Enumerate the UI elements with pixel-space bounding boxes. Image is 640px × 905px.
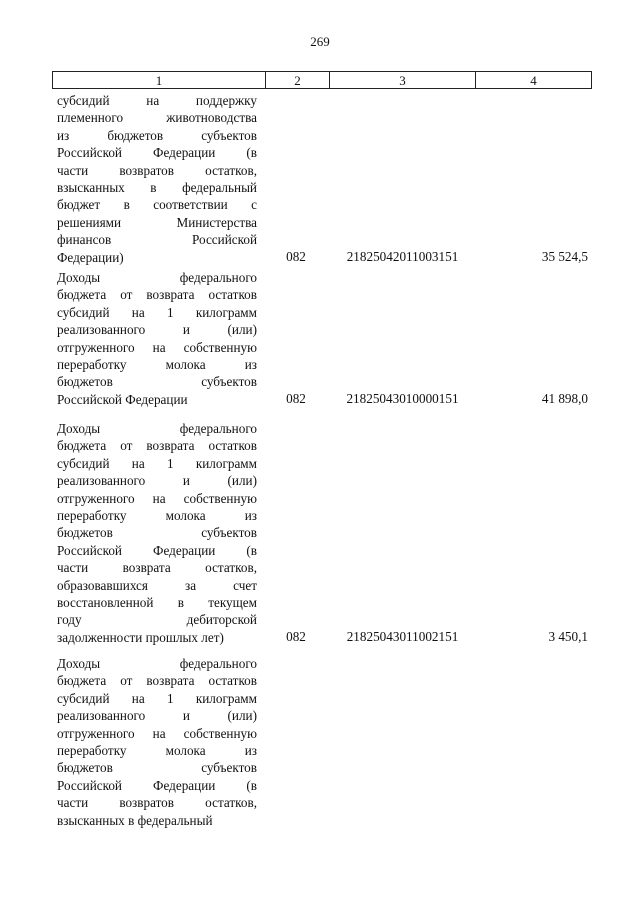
description-line: году дебиторской xyxy=(57,612,257,628)
description-line: бюджет в соответствии с xyxy=(57,197,257,213)
header-col-1: 1 xyxy=(53,72,266,89)
description-line: субсидий на 1 килограмм xyxy=(57,690,257,706)
description-line: реализованного и (или) xyxy=(57,322,257,338)
description-line: задолженности прошлых лет) xyxy=(57,629,224,645)
amount: 3 450,1 xyxy=(548,628,588,644)
description-line: реализованного и (или) xyxy=(57,708,257,724)
description-line: отгруженного на собственную xyxy=(57,339,257,355)
description-line: взысканных в федеральный xyxy=(57,812,213,828)
description-line: Доходы федерального xyxy=(57,421,257,436)
amount: 41 898,0 xyxy=(541,390,588,406)
description-line: переработку молока из xyxy=(57,357,257,373)
description-line: переработку молока из xyxy=(57,508,257,524)
description-line: из бюджетов субъектов xyxy=(57,127,257,143)
description-line: бюджета от возврата остатков xyxy=(57,438,257,454)
row-description xyxy=(57,269,257,408)
description-line: Российской Федерации xyxy=(57,391,188,407)
description-line: части возврата остатков, xyxy=(57,560,257,576)
row-description xyxy=(57,92,257,266)
description-line: бюджетов субъектов xyxy=(57,525,257,541)
description-line: субсидий на 1 килограмм xyxy=(57,455,257,471)
description-line: Федерации) xyxy=(57,249,124,265)
admin-code: 082 xyxy=(286,390,306,406)
header-col-4: 4 xyxy=(476,72,592,89)
description-line: Российской Федерации (в xyxy=(57,542,257,558)
header-col-3: 3 xyxy=(330,72,476,89)
description-line: образовавшихся за счет xyxy=(57,577,257,593)
admin-code: 082 xyxy=(286,248,306,264)
description-line: части возвратов остатков, xyxy=(57,162,257,178)
description-line: Российской Федерации (в xyxy=(57,777,257,793)
row-description xyxy=(57,420,257,646)
description-line: части возвратов остатков, xyxy=(57,795,257,811)
description-line: восстановленной в текущем xyxy=(57,595,257,611)
description-line: взысканных в федеральный xyxy=(57,180,257,196)
description-line: бюджета от возврата остатков xyxy=(57,673,257,689)
description-line: племенного животноводства xyxy=(57,110,257,126)
admin-code: 082 xyxy=(286,628,306,644)
description-line: бюджета от возврата остатков xyxy=(57,287,257,303)
budget-code: 21825043011002151 xyxy=(346,628,459,644)
description-line: субсидий на 1 килограмм xyxy=(57,304,257,320)
description-line: переработку молока из xyxy=(57,743,257,759)
page-number: 269 xyxy=(310,34,330,49)
table-header xyxy=(52,71,592,89)
description-line: решениями Министерства xyxy=(57,214,257,230)
description-line: отгруженного на собственную xyxy=(57,490,257,506)
description-line: бюджетов субъектов xyxy=(57,760,257,776)
amount: 35 524,5 xyxy=(541,248,588,264)
description-line: Доходы федерального xyxy=(57,270,257,285)
description-line: отгруженного на собственную xyxy=(57,725,257,741)
description-line: Российской Федерации (в xyxy=(57,145,257,161)
row-description xyxy=(57,655,257,829)
description-line: финансов Российской xyxy=(57,232,257,248)
description-line: бюджетов субъектов xyxy=(57,374,257,390)
budget-code: 21825043010000151 xyxy=(346,390,459,406)
description-line: реализованного и (или) xyxy=(57,473,257,489)
budget-code: 21825042011003151 xyxy=(346,248,459,264)
description-line: Доходы федерального xyxy=(57,656,257,671)
header-col-2: 2 xyxy=(266,72,330,89)
description-line: субсидий на поддержку xyxy=(57,93,257,108)
